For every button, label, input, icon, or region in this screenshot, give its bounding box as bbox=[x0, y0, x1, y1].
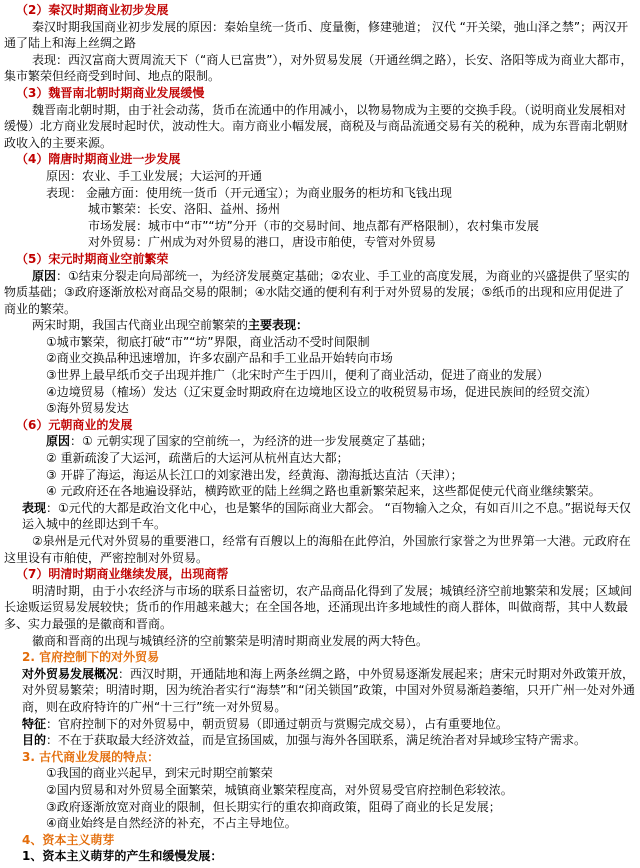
yuan-reason-3: ③ 开辟了海运，海运从长江口的刘家港出发，经黄海、渤海抵达直沽（天津）； bbox=[46, 467, 463, 482]
section-heading-suitang: （4）隋唐时期商业进一步发展 bbox=[16, 152, 181, 167]
characteristic-1: ①我国的商业兴起早，到宋元时期空前繁荣 bbox=[46, 766, 273, 781]
song-item-3: ③世界上最早纸币交子出现并推广（北宋时产生于四川，便利了商业活动，促进了商业的发展） bbox=[46, 368, 549, 383]
section-heading-yuan: （6）元朝商业的发展 bbox=[16, 417, 133, 432]
song-performance-intro-bold: 主要表现： bbox=[248, 318, 309, 333]
paragraph-mingqing-2: 徽商和晋商的出现与城镇经济的空前繁荣是明清时期商业发展的两大特色。 bbox=[32, 633, 429, 648]
song-performance-intro-text: 两宋时期，我国古代商业出现空前繁荣的 bbox=[32, 318, 249, 333]
yuan-reason-label: 原因 bbox=[46, 434, 71, 449]
yuan-show-label: 表现 bbox=[22, 500, 47, 515]
paragraph-weijin: 魏晋南北朝时期，由于社会动荡，货币在流通中的作用减小，以物易物成为主要的交换手段。（说明商业发展相对缓慢）北方商业发展时起时伏，波动性大。南方商业小幅发展，商税及与商品流通交易有关的税种，成为东晋南北朝财政收入的主要来源。 bbox=[4, 102, 629, 150]
yuan-reason-2: ② 重新疏浚了大运河，疏凿后的大运河从杭州直达大都； bbox=[46, 451, 349, 466]
characteristic-3: ③政府逐渐放宽对商业的限制，但长期实行的重农抑商政策，阻碍了商业的长足发展； bbox=[46, 799, 501, 814]
paragraph-qinhan-performance: 表现：西汉富商大贾周流天下（“商人已富贵”），对外贸易发展（开通丝绸之路），长安、洛阳等成为商业大都市，集市繁荣但经商受到时间、地点的限制。 bbox=[4, 52, 633, 84]
suitang-cities: 城市繁荣：长安、洛阳、益州、扬州 bbox=[88, 202, 281, 217]
section-heading-songyuan: （5）宋元时期商业空前繁荣 bbox=[16, 251, 169, 266]
capitalism-subheading: 1、资本主义萌芽的产生和缓慢发展： bbox=[22, 849, 223, 864]
foreign-trade-overview bbox=[4, 666, 636, 716]
song-item-2: ②商业交换品种迅速增加，许多农副产品和手工业品开始转向市场 bbox=[46, 351, 393, 366]
song-item-5: ⑤海外贸易发达 bbox=[46, 401, 129, 416]
part-heading-capitalism: 4、资本主义萌芽 bbox=[22, 832, 115, 847]
yuan-show-1 bbox=[4, 500, 636, 533]
foreign-trade-purpose-text: ：不在于获取最大经济效益，而是宣扬国威，加强与海外各国联系，满足统治者对异域珍宝特产需求。 bbox=[46, 733, 587, 748]
foreign-trade-feature bbox=[4, 716, 636, 733]
foreign-trade-purpose-label: 目的 bbox=[22, 733, 47, 748]
section-heading-mingqing: （7）明清时期商业继续发展，出现商帮 bbox=[16, 567, 229, 582]
suitang-reason: 原因：农业、手工业发展；大运河的开通 bbox=[46, 168, 263, 183]
songyuan-reasons bbox=[4, 268, 636, 318]
foreign-trade-overview-text: ：西汉时期，开通陆地和海上两条丝绸之路，中外贸易逐渐发展起来；唐宋元时期对外政策开放，对外贸易繁荣；明清时期，因为统治者实行“海禁”和“闭关锁国”政策，中国对外贸易渐趋萎缩，只开广州一处对外通商，则在政府特许的广州“十三行”统一对外贸易。 bbox=[22, 666, 635, 714]
songyuan-reasons-text: ：①结束分裂走向局部统一，为经济发展奠定基础；②农业、手工业的高度发展，为商业的兴盛提供了坚实的物质基础；③政府逐渐放松对商品交易的限制；④水陆交通的便利有利于对外贸易的发展；⑤纸币的出现和应用促进了商业的繁荣。 bbox=[4, 268, 630, 316]
part-heading-characteristics: 3. 古代商业发展的特点： bbox=[22, 749, 160, 764]
song-item-1: ①城市繁荣，彻底打破“市”“坊”界限，商业活动不受时间限制 bbox=[46, 334, 370, 349]
song-item-4: ④边境贸易（榷场）发达（辽宋夏金时期政府在边境地区设立的收税贸易市场，促进民族间的经贸交流） bbox=[46, 384, 597, 399]
foreign-trade-feature-label: 特征 bbox=[22, 716, 47, 731]
paragraph-qinhan-reasons: 秦汉时期我国商业初步发展的原因：秦始皇统一货币、度量衡，修建驰道； 汉代 “开关梁，弛山泽之禁”；两汉开通了陆上和海上丝绸之路 bbox=[4, 19, 629, 51]
suitang-foreign-trade: 对外贸易：广州成为对外贸易的港口，唐设市舶使，专管对外贸易 bbox=[88, 235, 437, 250]
section-heading-qinhan: （2）秦汉时期商业初步发展 bbox=[16, 3, 169, 17]
suitang-performance: 表现： 金融方面：使用统一货币（开元通宝）；为商业服务的柜坊和飞钱出现 bbox=[46, 185, 452, 200]
songyuan-reasons-label: 原因 bbox=[32, 268, 57, 283]
suitang-markets: 市场发展：城市中“市”“坊”分开（市的交易时间、地点都有严格限制），农村集市发展 bbox=[88, 218, 539, 233]
characteristic-2: ②国内贸易和对外贸易全面繁荣，城镇商业繁荣程度高，对外贸易受官府控制色彩较浓。 bbox=[46, 782, 513, 797]
foreign-trade-overview-label: 对外贸易发展概况 bbox=[22, 666, 119, 681]
section-heading-weijin: （3）魏晋南北朝时期商业发展缓慢 bbox=[16, 85, 205, 100]
foreign-trade-feature-text: ：官府控制下的对外贸易中，朝贡贸易（即通过朝贡与赏赐完成交易），占有重要地位。 bbox=[46, 716, 509, 731]
paragraph-mingqing-1: 明清时期，由于小农经济与市场的联系日益密切，农产品商品化得到了发展；城镇经济空前地繁荣和发展；区域间长途贩运贸易发展较快；货币的作用越来越大；在全国各地，还涌现出许多地域性的商人群体，叫做商帮，其中人数最多、实力最强的是徽商和晋商。 bbox=[4, 583, 633, 631]
yuan-reason-1-text: ：① 元朝实现了国家的空前统一，为经济的进一步发展奠定了基础； bbox=[70, 434, 433, 449]
foreign-trade-purpose bbox=[4, 732, 636, 749]
yuan-show-1-text: ：①元代的大都是政治文化中心，也是繁华的国际商业大都会。 “百物输入之众，有如百川之不息。”据说每天仅运入城中的丝即达到千车。 bbox=[22, 500, 632, 532]
yuan-reason-4: ④ 元政府还在各地遍设驿站，横跨欧亚的陆上丝绸之路也重新繁荣起来，这些都促使元代商业继续繁荣。 bbox=[46, 484, 601, 499]
song-performance-intro bbox=[4, 317, 636, 334]
yuan-show-2: ②泉州是元代对外贸易的重要港口，经常有百艘以上的海船在此停泊，外国旅行家誉之为世界第一大港。元政府在这里设有市舶使，严密控制对外贸易。 bbox=[4, 534, 631, 565]
yuan-reason-1 bbox=[4, 433, 636, 450]
characteristic-4: ④商业始终是自然经济的补充，不占主导地位。 bbox=[46, 816, 297, 831]
part-heading-foreign-trade: 2. 官府控制下的对外贸易 bbox=[22, 650, 160, 665]
